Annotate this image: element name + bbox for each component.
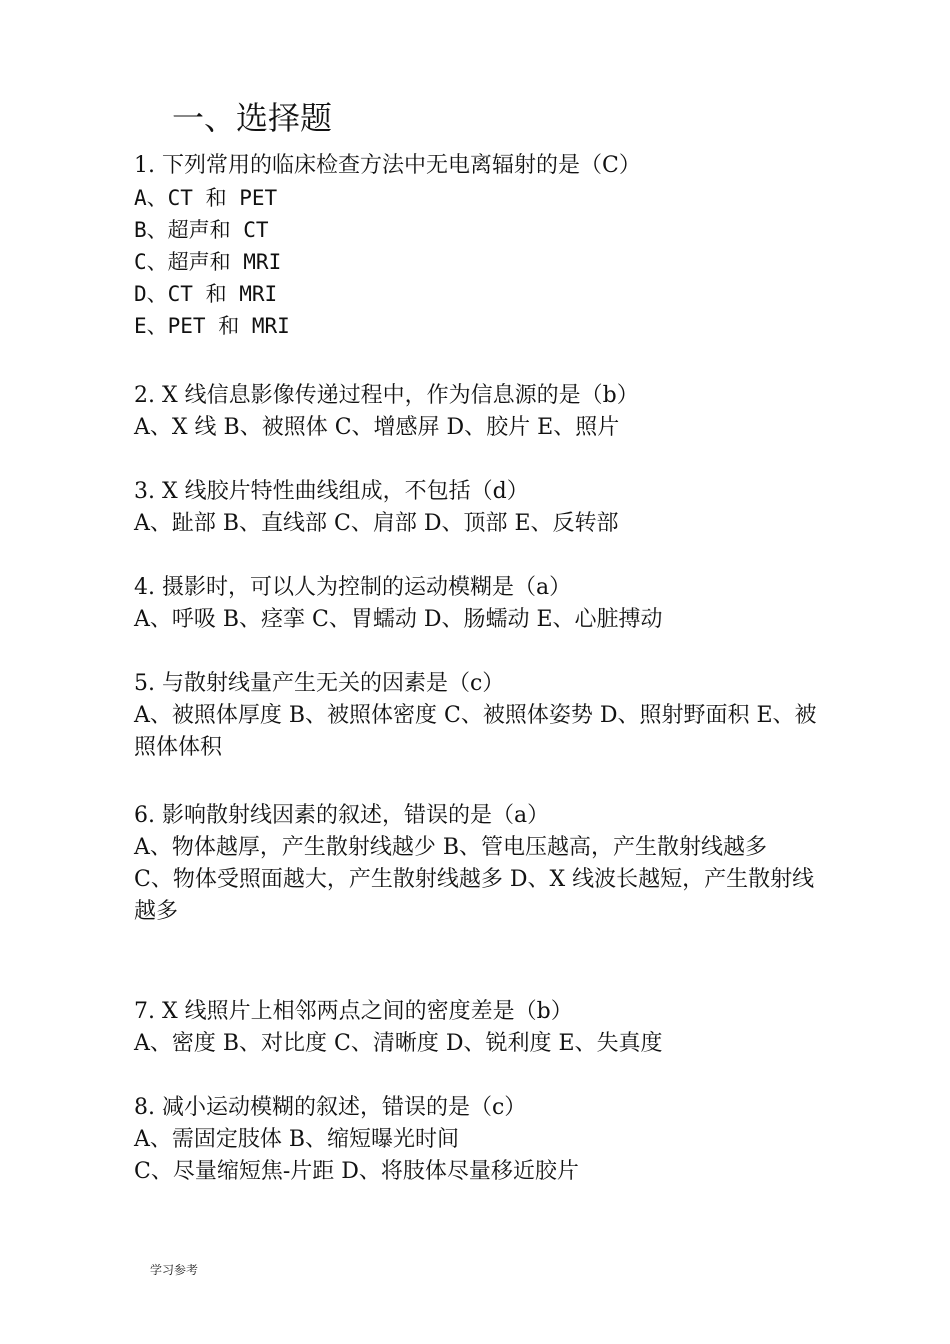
option-line: A、需固定肢体 B、缩短曝光时间 bbox=[134, 1127, 460, 1152]
question-stem: 4. 摄影时，可以人为控制的运动模糊是（a） bbox=[134, 575, 572, 600]
question-4 bbox=[134, 572, 824, 636]
option-line: A、物体越厚，产生散射线越少 B、管电压越高，产生散射线越多 bbox=[134, 835, 768, 860]
option-line: A、密度 B、对比度 C、清晰度 D、锐利度 E、失真度 bbox=[134, 1031, 663, 1056]
question-3 bbox=[134, 476, 824, 540]
question-stem: 5. 与散射线量产生无关的因素是（c） bbox=[134, 671, 505, 696]
option-line: C、物体受照面越大，产生散射线越多 D、X 线波长越短，产生散射线越多 bbox=[134, 867, 815, 924]
section-title: 一、选择题 bbox=[172, 99, 333, 137]
question-5 bbox=[134, 668, 824, 764]
question-stem: 3. X 线胶片特性曲线组成，不包括（d） bbox=[134, 479, 529, 504]
question-7 bbox=[134, 996, 824, 1060]
question-2 bbox=[134, 380, 824, 444]
question-stem: 7. X 线照片上相邻两点之间的密度差是（b） bbox=[134, 999, 573, 1024]
option-line: A、CT 和 PET bbox=[134, 186, 278, 210]
option-line: E、PET 和 MRI bbox=[134, 314, 290, 338]
option-line: C、超声和 MRI bbox=[134, 250, 282, 274]
option-line: A、呼吸 B、痉挛 C、胃蠕动 D、肠蠕动 E、心脏搏动 bbox=[134, 607, 663, 632]
option-line: B、超声和 CT bbox=[134, 218, 269, 242]
option-line: C、尽量缩短焦-片距 D、将肢体尽量移近胶片 bbox=[134, 1159, 579, 1184]
question-stem: 1. 下列常用的临床检查方法中无电离辐射的是（C） bbox=[134, 153, 641, 178]
option-line: D、CT 和 MRI bbox=[134, 282, 278, 306]
question-6 bbox=[134, 800, 824, 928]
option-line: A、趾部 B、直线部 C、肩部 D、顶部 E、反转部 bbox=[134, 511, 619, 536]
question-stem: 6. 影响散射线因素的叙述，错误的是（a） bbox=[134, 803, 550, 828]
question-1 bbox=[134, 150, 824, 342]
question-8 bbox=[134, 1092, 824, 1188]
option-line: A、X 线 B、被照体 C、增感屏 D、胶片 E、照片 bbox=[134, 415, 620, 440]
question-stem: 8. 减小运动模糊的叙述，错误的是（c） bbox=[134, 1095, 527, 1120]
page-footer: 学习参考 bbox=[150, 1263, 199, 1277]
option-line: A、被照体厚度 B、被照体密度 C、被照体姿势 D、照射野面积 E、被照体体积 bbox=[134, 703, 817, 760]
question-stem: 2. X 线信息影像传递过程中，作为信息源的是（b） bbox=[134, 383, 639, 408]
